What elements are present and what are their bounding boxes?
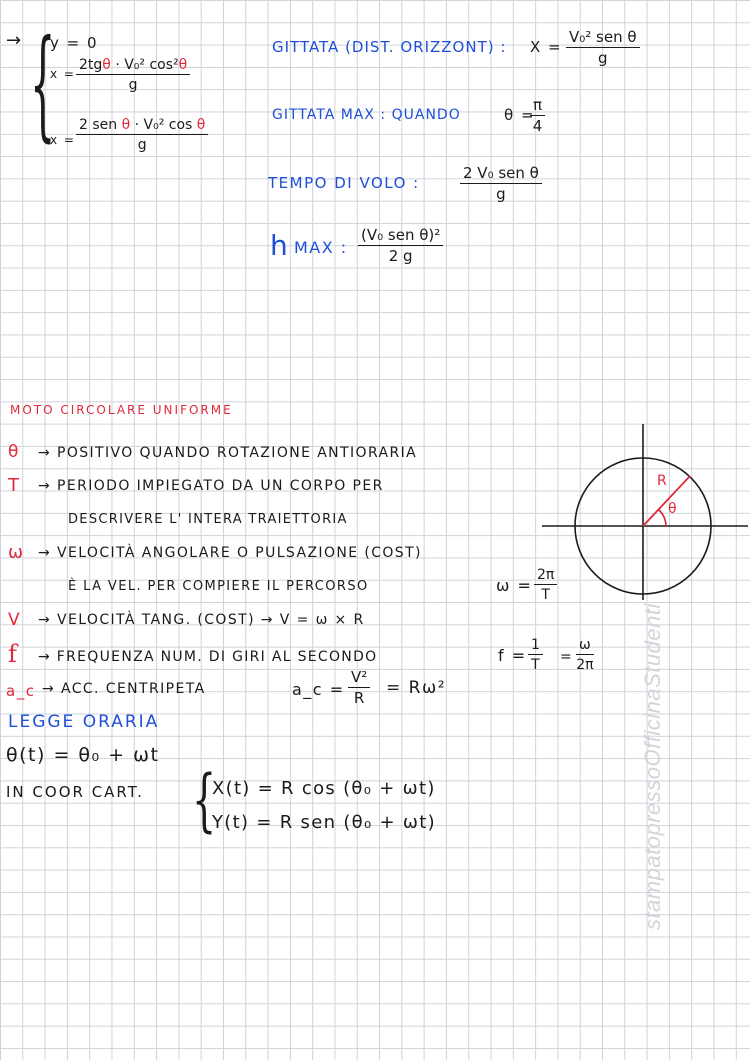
legge-oraria-equation: θ(t) = θ₀ + ωt — [6, 744, 160, 766]
f-formula-eq: = — [560, 649, 574, 665]
system-y-eq: y = 0 — [50, 34, 99, 52]
gittata-max-label: GITTATA MAX : QUANDO — [272, 107, 461, 123]
system-x1-lhs: x = — [50, 67, 76, 81]
f-formula-frac1: $\frac{1}{T}$ — [528, 638, 543, 672]
hmax-label: MAX : — [294, 238, 348, 257]
f-definition: → FREQUENZA NUM. DI GIRI AL SECONDO — [38, 649, 378, 665]
y-coordinate-equation: Y(t) = R sen (θ₀ + ωt) — [212, 812, 436, 833]
f-formula-frac2: $\frac{\omega}{2\pi}$ — [576, 637, 594, 673]
gittata-max-frac: $\frac{\pi}{4}$ — [530, 98, 545, 134]
angle-label: θ — [668, 501, 679, 517]
T-definition-line2: DESCRIVERE L' INTERA TRAIETTORIA — [68, 512, 348, 527]
angle-arc — [659, 510, 666, 526]
tempo-volo-label: TEMPO DI VOLO : — [268, 174, 420, 192]
gittata-lhs: X = — [530, 38, 563, 56]
system-x1-frac: 2tgθ · V₀² cos²θ g — [76, 58, 190, 92]
legge-oraria-title: LEGGE ORARIA — [8, 712, 160, 732]
omega-definition-line1: → VELOCITÀ ANGOLARE O PULSAZIONE (COST) — [38, 545, 422, 561]
ac-definition: → ACC. CENTRIPETA — [42, 681, 206, 697]
theta-symbol: θ — [8, 442, 20, 462]
radius-label: R — [657, 473, 669, 489]
ac-symbol: a_c — [6, 682, 36, 700]
gittata-max-theta: θ = — [504, 106, 536, 124]
f-symbol: f — [8, 640, 19, 668]
omega-formula-lhs: ω = — [496, 576, 533, 595]
system-brace: { — [30, 17, 56, 155]
system-x2-frac: 2 sen θ · V₀² cos θ g — [76, 118, 208, 152]
v-symbol: V — [8, 610, 22, 630]
T-symbol: T — [8, 475, 21, 496]
system-arrow: → — [6, 30, 23, 51]
T-definition-line1: → PERIODO IMPIEGATO DA UN CORPO PER — [38, 478, 384, 494]
tempo-volo-frac: 2 V₀ sen θ g — [460, 166, 542, 202]
ac-formula-rhs: = Rω² — [386, 678, 447, 698]
omega-formula-frac: $\frac{2\pi}{T}$ — [534, 568, 557, 602]
omega-symbol: ω — [8, 542, 25, 563]
section-title: MOTO CIRCOLARE UNIFORME — [10, 403, 233, 417]
coordinate-label: IN COOR CART. — [6, 783, 144, 801]
hmax-frac: (V₀ sen θ)² 2 g — [358, 228, 443, 264]
gittata-frac: V₀² sen θ g — [566, 30, 640, 66]
x-coordinate-equation: X(t) = R cos (θ₀ + ωt) — [212, 778, 436, 799]
v-definition: → VELOCITÀ TANG. (COST) → V = ω × R — [38, 612, 365, 628]
system-x2-lhs: x = — [50, 133, 76, 147]
hmax-h: h — [270, 229, 290, 262]
omega-definition-line2: È LA VEL. PER COMPIERE IL PERCORSO — [68, 579, 369, 594]
gittata-label: GITTATA (DIST. ORIZZONT) : — [272, 38, 507, 56]
coordinate-brace: { — [192, 760, 217, 840]
ac-formula-lhs: a_c = — [292, 680, 345, 699]
ac-formula-frac: $\frac{\text{V²}}{R}$ — [348, 670, 370, 706]
f-formula-lhs: f = — [498, 646, 527, 665]
theta-definition: → POSITIVO QUANDO ROTAZIONE ANTIORARIA — [38, 445, 418, 461]
watermark: stampatopressoOfficinaStudenti — [640, 603, 665, 930]
